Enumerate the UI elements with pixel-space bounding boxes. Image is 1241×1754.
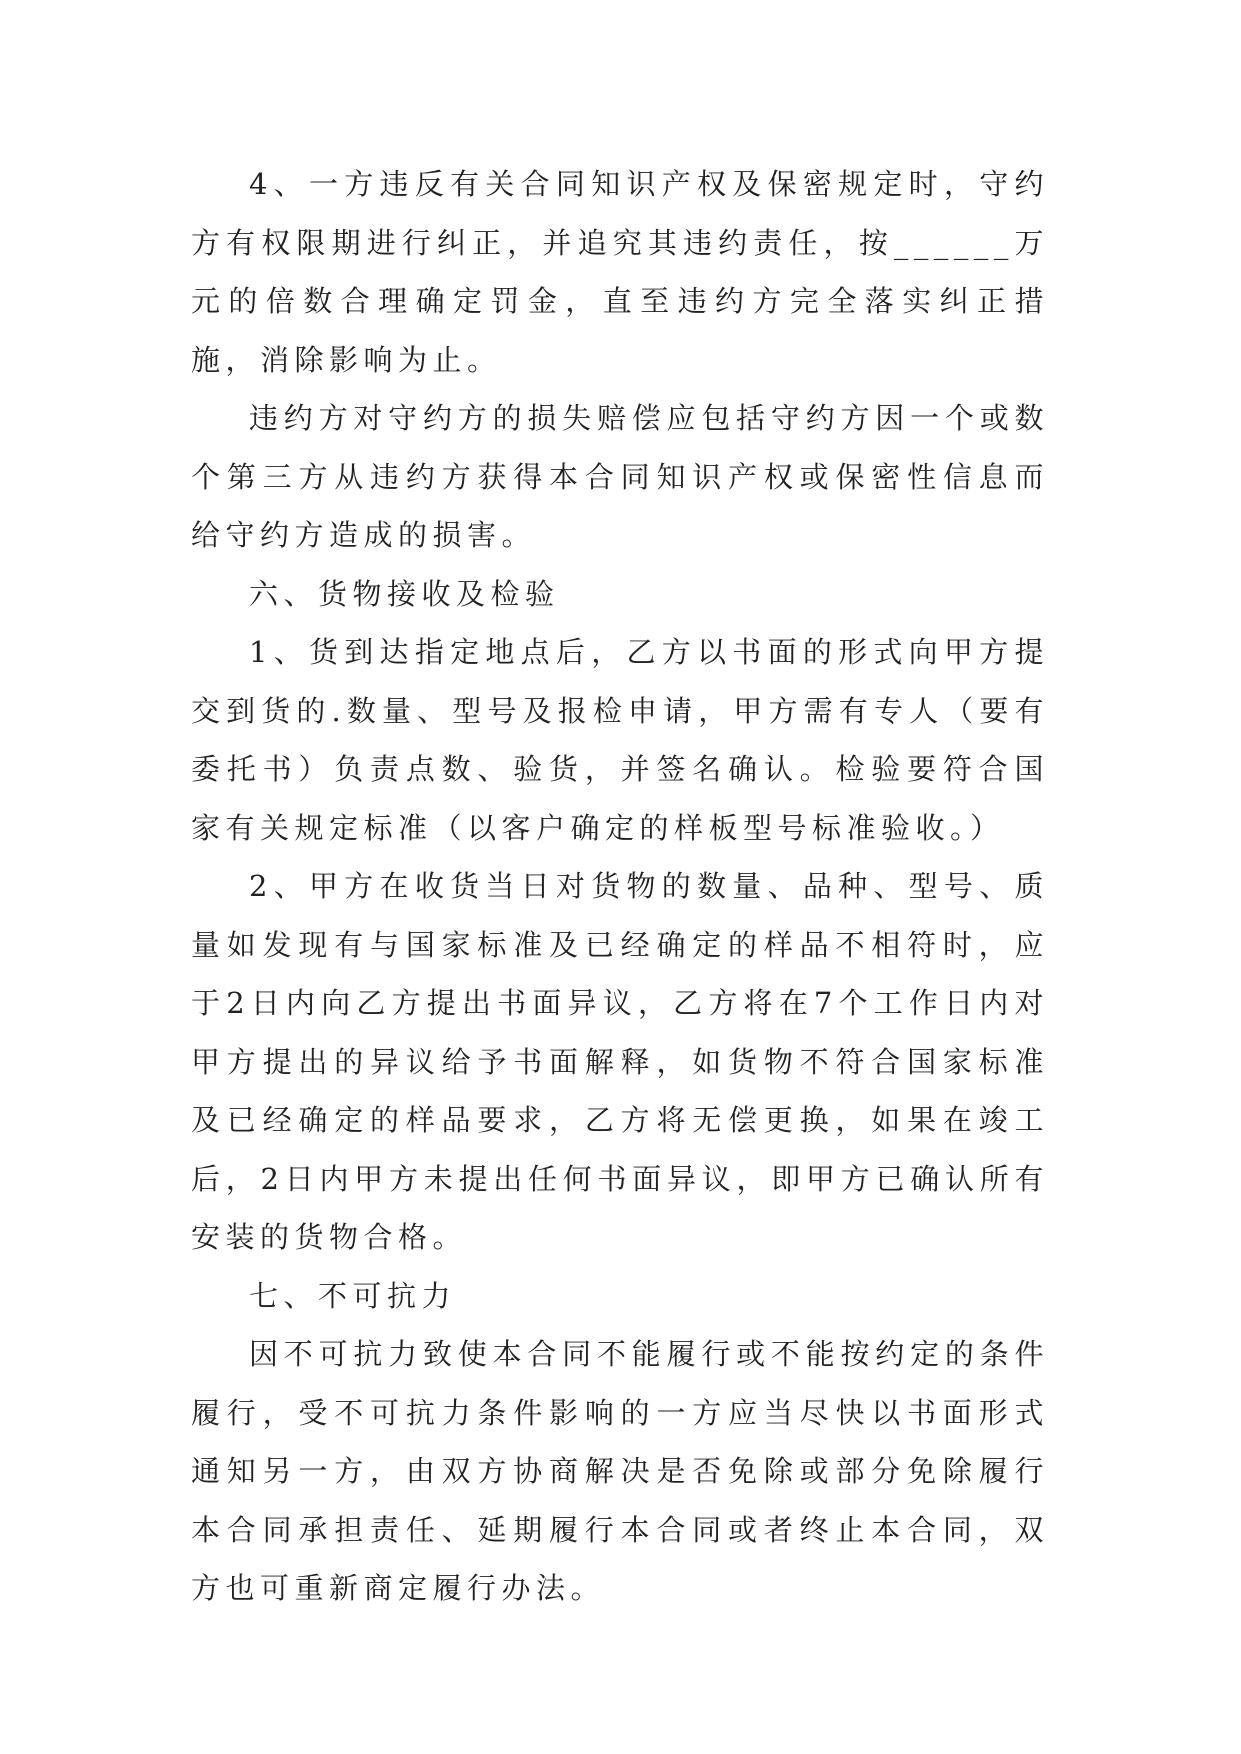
clause-2-objection: 2、甲方在收货当日对货物的数量、品种、型号、质量如发现有与国家标准及已经确定的样品不相符时，应于2日内向乙方提出书面异议，乙方将在7个工作日内对甲方提出的异议给予书面解释，如货物不符合国家标准及已经确定的样品要求，乙方将无偿更换，如果在竣工后，2日内甲方未提出任何书面异议，即甲方已确认所有安装的货物合格。 bbox=[191, 869, 1049, 1254]
section-heading-goods-inspection: 六、货物接收及检验 bbox=[249, 576, 560, 611]
force-majeure-paragraph: 因不可抗力致使本合同不能履行或不能按约定的条件履行，受不可抗力条件影响的一方应当尽快以书面形式通知另一方，由双方协商解决是否免除或部分免除履行本合同承担责任、延期履行本合同或者终止本合同，双方也可重新商定履行办法。 bbox=[191, 1337, 1049, 1605]
clause-4-ip-breach: 4、一方违反有关合同知识产权及保密规定时，守约方有权限期进行纠正，并追究其违约责任，按______万元的倍数合理确定罚金，直至违约方完全落实纠正措施，消除影响为止。 bbox=[191, 167, 1049, 377]
document-body bbox=[191, 155, 1049, 1618]
section-heading-force-majeure: 七、不可抗力 bbox=[249, 1278, 457, 1313]
damages-paragraph: 违约方对守约方的损失赔偿应包括守约方因一个或数个第三方从违约方获得本合同知识产权或保密性信息而给守约方造成的损害。 bbox=[191, 401, 1049, 552]
clause-1-delivery: 1、货到达指定地点后，乙方以书面的形式向甲方提交到货的.数量、型号及报检申请，甲方需有专人（要有委托书）负责点数、验货，并签名确认。检验要符合国家有关规定标准（以客户确定的样板型号标准验收。） bbox=[191, 635, 1049, 845]
